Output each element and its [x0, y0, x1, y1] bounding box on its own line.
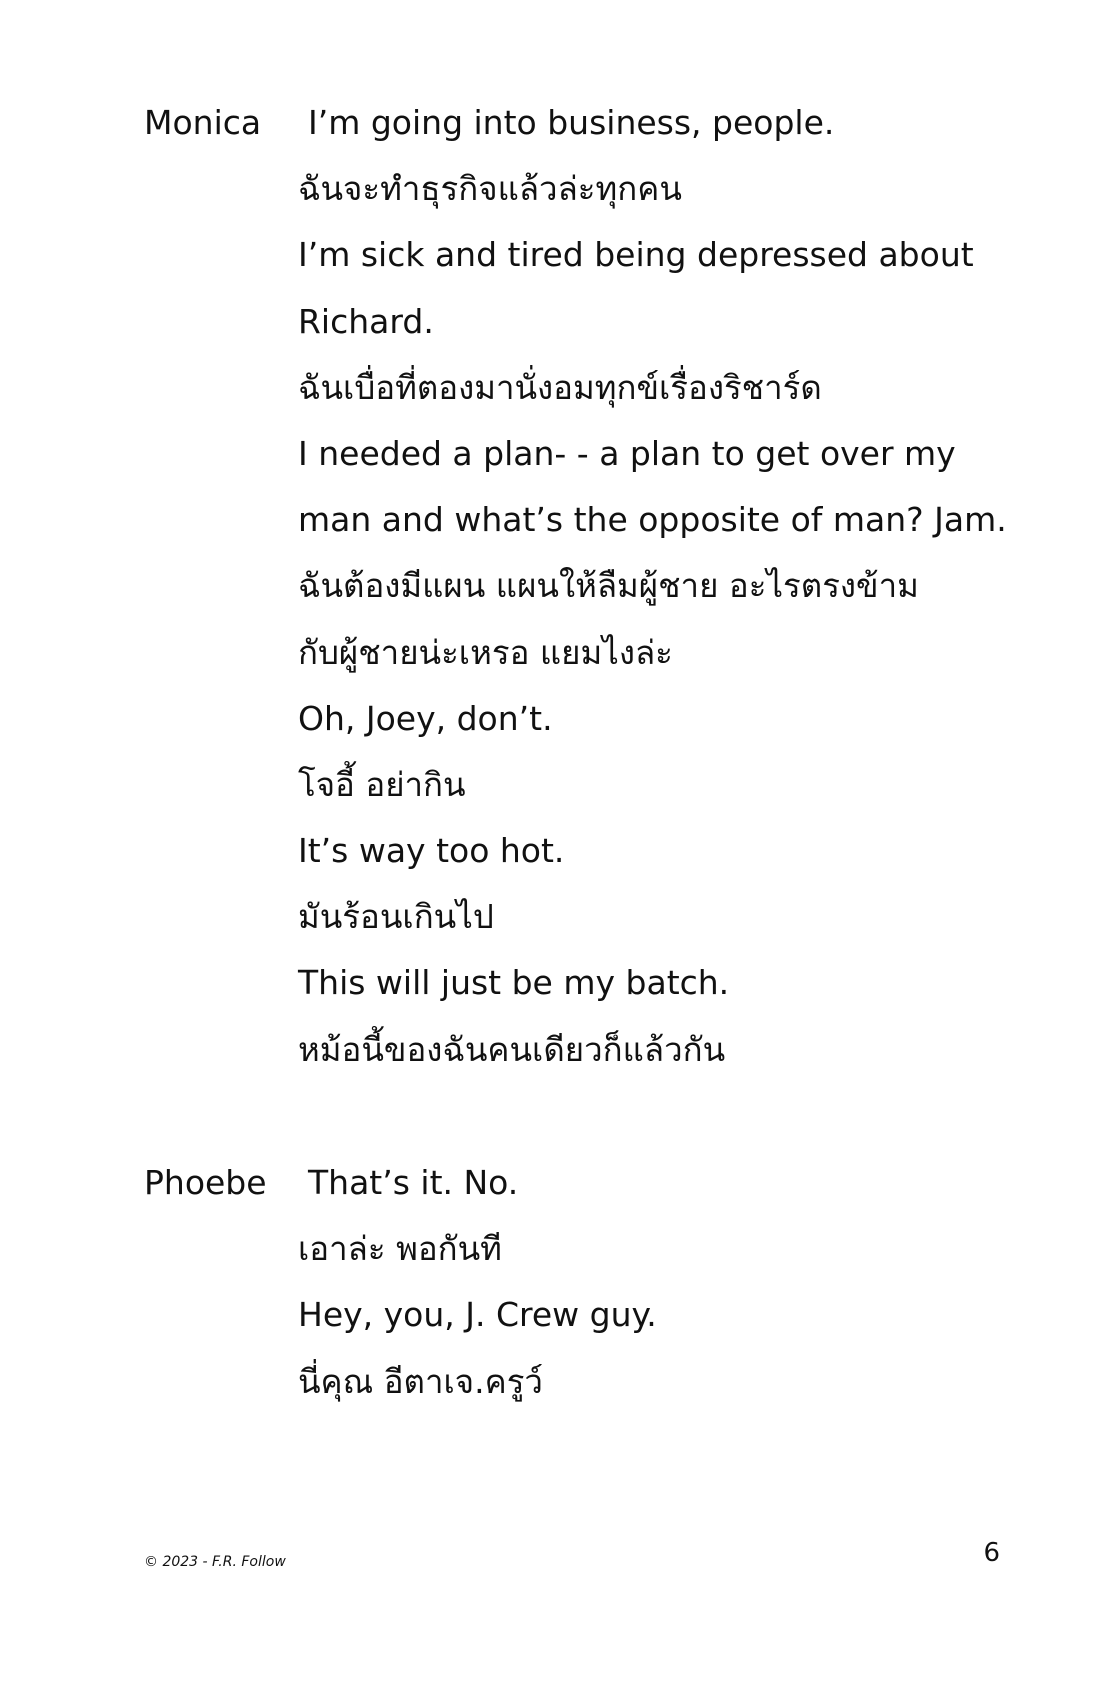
dialogue-line: นี่คุณ อีตาเจ.ครูว์ — [298, 1361, 543, 1401]
dialogue-line: It’s way too hot. — [298, 831, 565, 871]
dialogue-line: That’s it. No. — [308, 1163, 519, 1202]
copyright-notice: © 2023 - F.R. Follow — [144, 1554, 286, 1570]
dialogue-line: เอาล่ะ พอกันที — [298, 1229, 502, 1269]
dialogue-line: ฉันเบื่อที่ตองมานั่งอมทุกข์เรื่องริชาร์ด — [298, 367, 822, 407]
dialogue-line: ฉันต้องมีแผน แผนให้ลืมผู้ชาย อะไรตรงข้าม — [298, 566, 919, 606]
dialogue-line: โจอี้ อย่ากิน — [298, 764, 466, 804]
dialogue-lines — [298, 90, 1018, 1083]
dialogue-line: ฉันจะทำธุรกิจแล้วล่ะทุกคน — [298, 169, 682, 209]
dialogue-lines — [298, 1150, 1018, 1415]
page-number: 6 — [983, 1538, 1000, 1568]
speaker-name: Phoebe — [144, 1163, 267, 1202]
dialogue-line: man and what’s the opposite of man? Jam. — [298, 500, 1007, 540]
dialogue-line: I needed a plan- - a plan to get over my — [298, 433, 956, 473]
dialogue-line: I’m going into business, people. — [308, 103, 835, 142]
dialogue-line: Oh, Joey, don’t. — [298, 698, 553, 738]
speaker-name: Monica — [144, 103, 262, 142]
dialogue-line: มันร้อนเกินไป — [298, 897, 494, 937]
dialogue-line: กับผู้ชายน่ะเหรอ แยมไงล่ะ — [298, 632, 673, 672]
dialogue-line: I’m sick and tired being depressed about — [298, 235, 974, 275]
dialogue-line: Richard. — [298, 301, 434, 341]
dialogue-line: Hey, you, J. Crew guy. — [298, 1295, 657, 1335]
dialogue-line: หม้อนี้ของฉันคนเดียวก็แล้วกัน — [298, 1029, 726, 1069]
dialogue-line: This will just be my batch. — [298, 963, 730, 1003]
